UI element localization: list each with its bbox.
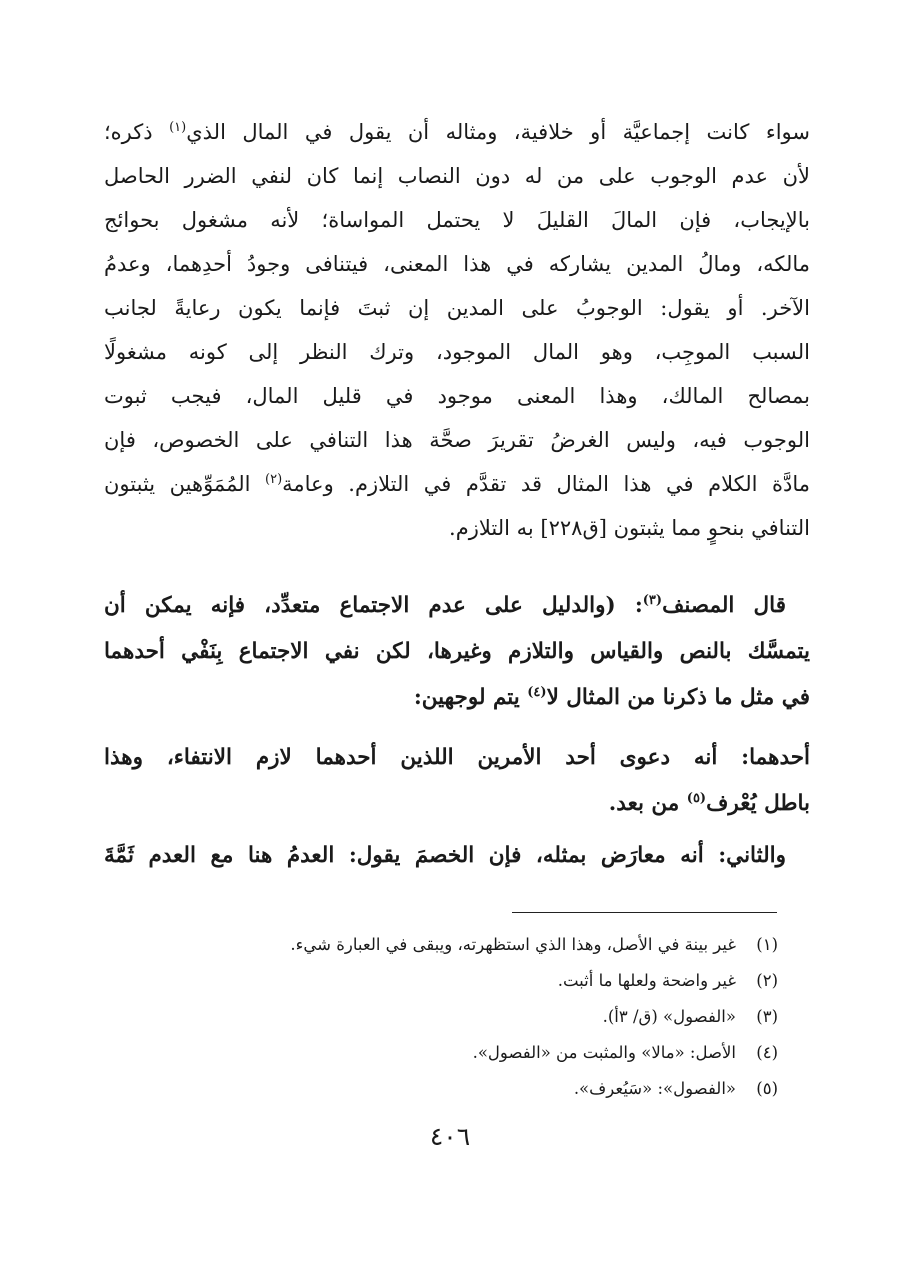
footnote-ref[interactable]: (٣) (642, 592, 663, 608)
page-number: ٤٠٦ (429, 1122, 471, 1151)
footnote-number: (١) (756, 935, 778, 954)
text-line: بمصالح المالك، وهذا المعنى موجود في قليل المال، فيجب ثبوت (104, 384, 810, 408)
footnote (290, 930, 778, 960)
text-line: بالإيجاب، فإن المالَ القليلَ لا يحتمل المواساة؛ لأنه مشغول بحوائج (104, 208, 810, 232)
text-line: قال المصنف$^{(٣)}$: (والدليل على عدم الاجتماع متعدِّد، فإنه يمكن أن (104, 592, 786, 618)
text-line: الوجوب فيه، وليس الغرضُ تقريرَ صحَّة هذا التنافي على الخصوص، فإن (104, 428, 810, 452)
text-line: والثاني: أنه معارَض بمثله، فإن الخصمَ يقول: العدمُ هنا مع العدم ثَمَّةَ (104, 843, 786, 868)
footnote-text: غير بينة في الأصل، وهذا الذي استظهرته، ويبقى في العبارة شيء. (290, 935, 736, 954)
footnote-text: «الفصول»: «سَيُعرف». (573, 1079, 736, 1098)
footnote-ref[interactable]: (٤) (527, 684, 547, 700)
footnote-separator (512, 912, 777, 913)
text-line: باطل يُعْرف$^{(٥)}$ من بعد. (608, 790, 810, 816)
footnote-number: (٣) (756, 1007, 778, 1026)
footnote-number: (٢) (756, 971, 778, 990)
text-line: مالكه، ومالُ المدين يشاركه في هذا المعنى، فيتنافى وجودُ أحدِهما، وعدمُ (104, 252, 810, 276)
text-line: السبب الموجِب، وهو المال الموجود، وترك النظر إلى كونه مشغولًا (104, 340, 810, 364)
footnote-ref[interactable]: (٥) (686, 790, 707, 806)
footnote-text: الأصل: «مالا» والمثبت من «الفصول». (472, 1043, 736, 1062)
paragraph-1 (104, 110, 810, 550)
paragraph-4 (104, 834, 810, 880)
footnote-ref[interactable]: (٢) (265, 472, 283, 487)
paragraph-3 (104, 736, 810, 828)
text-line: التنافي بنحوٍ مما يثبتون [ق٢٢٨] به التلازم. (449, 516, 810, 540)
footnote-number: (٥) (756, 1079, 778, 1098)
footnote-text: غير واضحة ولعلها ما أثبت. (557, 971, 736, 990)
text-line: في مثل ما ذكرنا من المثال لا$^{(٤)}$ يتم لوجهين: (413, 684, 810, 710)
footnote (558, 966, 778, 996)
footnote-text: «الفصول» (ق/ ٣أ). (602, 1007, 736, 1026)
text-line: مادَّة الكلام في هذا المثال قد تقدَّم في التلازم. وعامة$^{(٢)}$ المُمَوِّهين يثبتون (104, 472, 810, 496)
footnote (473, 1038, 778, 1068)
footnote (574, 1074, 778, 1104)
text-line: الآخر. أو يقول: الوجوبُ على المدين إن ثبتَ فإنما يكون رعايةً لجانب (104, 296, 810, 320)
text-line: سواء كانت إجماعيَّة أو خلافية، ومثاله أن يقول في المال الذي$^{(١)}$ ذكره؛ (104, 120, 810, 144)
footnote (603, 1002, 778, 1032)
paragraph-2 (104, 584, 810, 722)
text-line: لأن عدم الوجوب على من له دون النصاب إنما كان لنفي الضرر الحاصل (104, 164, 810, 188)
footnote-number: (٤) (756, 1043, 778, 1062)
footnote-ref[interactable]: (١) (169, 120, 187, 135)
text-line: أحدهما: أنه دعوى أحد الأمرين اللذين أحدهما لازم الانتفاء، وهذا (104, 745, 810, 770)
text-line: يتمسَّك بالنص والقياس والتلازم وغيرها، لكن نفي الاجتماع بِنَفْي أحدهما (104, 639, 810, 664)
